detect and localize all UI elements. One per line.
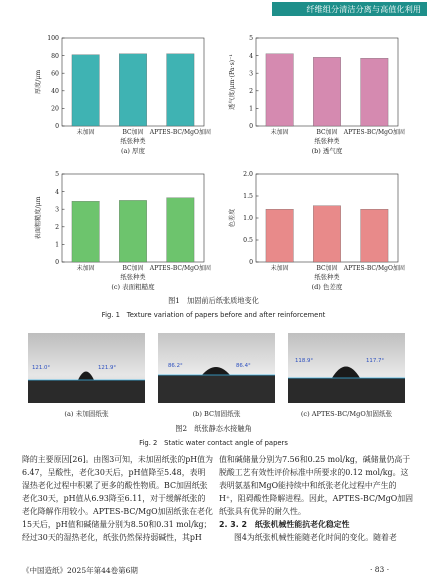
x-tick-label: BC加固 — [316, 129, 338, 136]
x-tick-label: APTES-BC/MgO加固 — [343, 265, 405, 272]
y-axis-label: 透气度/μm·(Pa·s)⁻¹ — [229, 54, 236, 110]
section-first-line: 图4为纸张机械性能随老化时间的变化。随着老 — [234, 533, 397, 542]
y-tick-label: 0 — [249, 123, 253, 131]
x-axis-label: 纸张种类 — [120, 274, 146, 281]
y-tick-label: 3 — [249, 70, 253, 78]
section-heading: 2. 3. 2 纸张机械性能抗老化稳定性 — [219, 520, 350, 529]
x-tick-label: 未加固 — [270, 129, 289, 136]
y-axis-label: 色差度 — [229, 208, 236, 228]
body-right-line: 纸张具有优异的耐久性。 — [219, 507, 306, 516]
x-tick-label: 未加固 — [76, 265, 95, 272]
y-axis-label: 厚度/μm — [35, 69, 42, 95]
x-tick-label: BC加固 — [122, 129, 144, 136]
photo-b-caption: (b) BC加固纸张 — [192, 410, 241, 418]
x-tick-label: APTES-BC/MgO加固 — [149, 129, 211, 136]
x-axis-label: 纸张种类 — [314, 138, 340, 145]
angle-c-right: 117.7° — [366, 358, 385, 364]
y-tick-label: 4 — [55, 188, 59, 196]
y-tick-label: 0.5 — [243, 237, 253, 245]
body-left-column — [22, 453, 213, 544]
body-left-line: 老化降解作用较小。APTES-BC/MgO加固纸张在老化 — [22, 507, 213, 516]
x-axis-label: 纸张种类 — [314, 274, 340, 281]
body-left-line: 降的主要原因[26]。由图3可知，未加固纸张的pH值为 — [22, 455, 213, 464]
y-axis-label: 表面粗糙度/μm — [35, 196, 42, 240]
bar — [167, 54, 194, 126]
x-axis-label: 纸张种类 — [120, 138, 146, 145]
angle-a-right: 121.9° — [98, 365, 117, 371]
y-tick-label: 40 — [51, 88, 59, 95]
y-tick-label: 3 — [55, 206, 59, 214]
bar — [266, 54, 293, 126]
x-tick-label: APTES-BC/MgO加固 — [149, 265, 211, 272]
body-left-line: 15天后，pH值和碱储量分别为8.50和0.31 mol/kg； — [22, 520, 212, 529]
photo-c-caption: (c) APTES-BC/MgO加固纸张 — [300, 410, 393, 418]
bar — [72, 201, 99, 262]
bar — [313, 57, 340, 126]
y-tick-label: 4 — [249, 52, 253, 60]
journal-banner — [272, 2, 427, 16]
air-permeability-chart — [212, 30, 412, 170]
banner-title: 纤维组分清洁分离与高值化利用 — [306, 4, 421, 14]
bar — [119, 54, 146, 126]
footer-journal: 《中国造纸》2025年第44卷第6期 — [22, 566, 138, 575]
y-tick-label: 100 — [47, 35, 59, 43]
body-right-line: 表明氨基和MgO能持续中和纸张老化过程中产生的 — [219, 481, 397, 490]
bar — [167, 198, 194, 262]
x-tick-label: APTES-BC/MgO加固 — [343, 129, 405, 136]
figure2-caption-cn: 图2 纸张静态水接触角 — [175, 424, 252, 433]
angle-b-right: 86.4° — [236, 363, 251, 369]
bar — [361, 209, 388, 262]
color-difference-chart — [212, 166, 412, 306]
y-tick-label: 2 — [55, 224, 59, 231]
bar — [72, 55, 99, 126]
surface-roughness-chart — [18, 166, 218, 306]
chart-caption: (c) 表面粗糙度 — [111, 283, 155, 291]
body-left-line: 老化30天，pH值从6.93降至6.11，对于缓解纸张的 — [22, 494, 206, 503]
chart-caption: (b) 透气度 — [311, 147, 343, 155]
y-tick-label: 80 — [51, 52, 59, 60]
y-tick-label: 5 — [55, 171, 59, 179]
chart-caption: (d) 色差度 — [311, 283, 343, 291]
body-right-line: 脱酸工艺有效性评价标准中所要求的0.12 mol/kg。这 — [219, 468, 409, 477]
y-tick-label: 1.5 — [243, 193, 253, 201]
figure1-caption-cn: 图1 加固前后纸张质地变化 — [168, 296, 259, 305]
y-tick-label: 2 — [249, 88, 253, 95]
figure2-caption-en: Fig. 2 Static water contact angle of papers — [139, 439, 288, 447]
footer-page: · 83 · — [370, 565, 390, 574]
bar — [313, 206, 340, 262]
y-tick-label: 0 — [249, 259, 253, 267]
body-right-line: H⁺，阻碍酸性降解进程。因此，APTES-BC/MgO加固 — [219, 494, 414, 503]
body-left-line: 湿热老化过程中积累了更多的酸性物质。BC加固纸张 — [22, 481, 208, 490]
y-tick-label: 0 — [55, 259, 59, 267]
chart-caption: (a) 厚度 — [120, 147, 146, 155]
x-tick-label: 未加固 — [270, 265, 289, 272]
thickness-chart — [18, 30, 218, 170]
y-tick-label: 1.0 — [243, 215, 253, 223]
x-tick-label: BC加固 — [122, 265, 144, 272]
y-tick-label: 2.0 — [243, 171, 253, 179]
x-tick-label: 未加固 — [76, 129, 95, 136]
y-tick-label: 60 — [51, 70, 59, 78]
photo-a-caption: (a) 未加固纸张 — [64, 410, 109, 418]
y-tick-label: 20 — [51, 105, 59, 113]
angle-b-left: 86.2° — [168, 363, 183, 369]
y-tick-label: 1 — [55, 241, 59, 249]
bar — [266, 209, 293, 262]
body-right-column — [219, 453, 413, 544]
angle-c-left: 118.9° — [295, 358, 314, 364]
y-tick-label: 1 — [249, 105, 253, 113]
body-left-line: 6.47，呈酸性，老化30天后，pH值降至5.48，表明 — [22, 468, 206, 477]
contact-angle-photo-c — [288, 333, 405, 403]
angle-a-left: 121.0° — [32, 365, 51, 371]
bar — [361, 58, 388, 126]
body-left-line: 经过30天的湿热老化，纸张仍然保持弱碱性，其pH — [22, 533, 202, 542]
y-tick-label: 0 — [55, 123, 59, 131]
figure1-caption-en: Fig. 1 Texture variation of papers before and after reinforcement — [101, 311, 326, 319]
y-tick-label: 5 — [249, 35, 253, 43]
body-right-line: 值和碱储量分别为7.56和0.25 mol/kg，碱储量仍高于 — [219, 455, 411, 464]
bar — [119, 200, 146, 262]
x-tick-label: BC加固 — [316, 265, 338, 272]
